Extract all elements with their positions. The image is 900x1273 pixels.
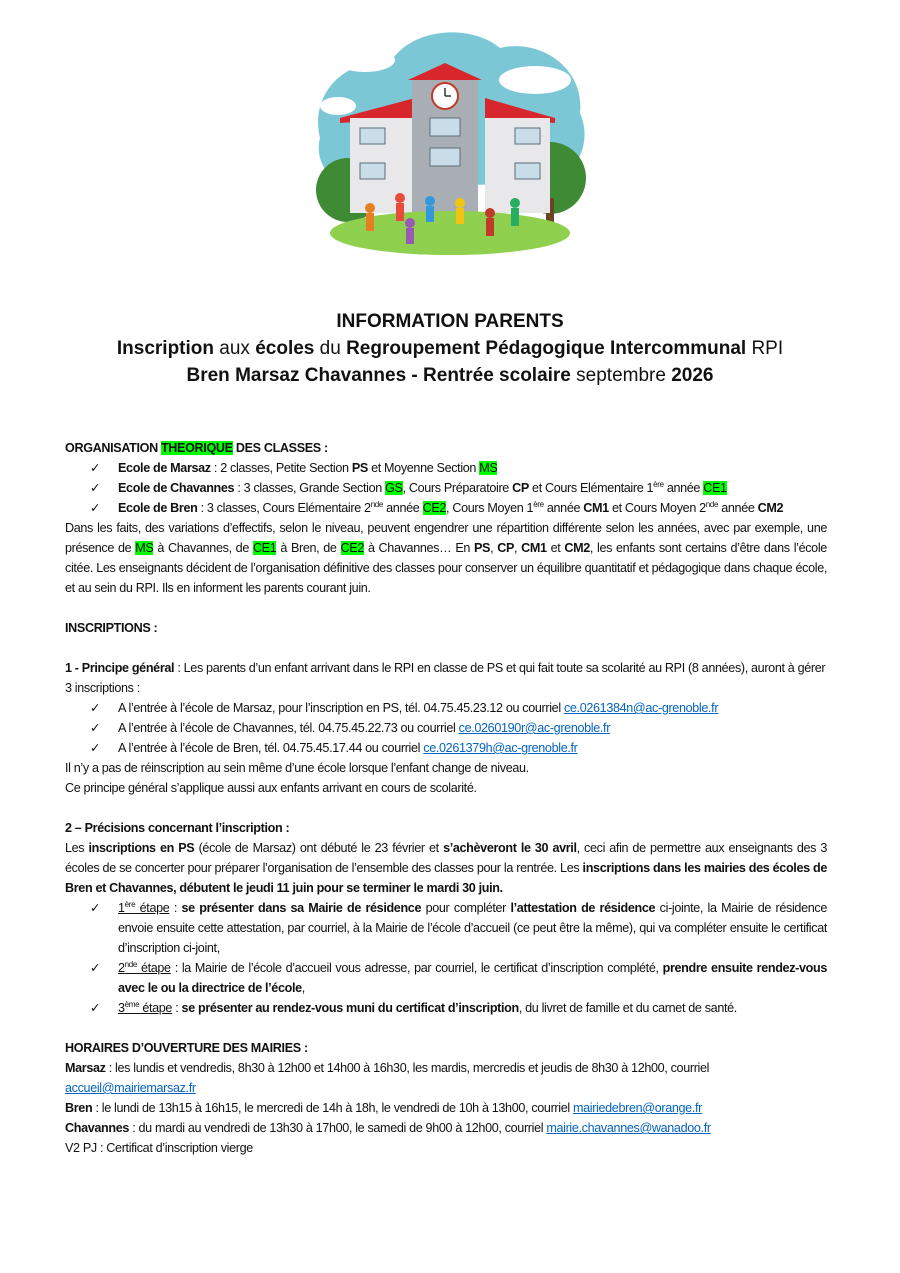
steps-list xyxy=(65,898,827,1018)
title-inscription-line: Inscription aux écoles du Regroupement Pédagogique Intercommunal RPI xyxy=(116,338,784,359)
principe-general-paragraph: 1 - Principe général : Les parents d’un enfant arrivant dans le RPI en classe de PS et qui fait toute sa scolarité au RPI (8 années), auront à gérer 3 inscriptions : xyxy=(65,661,826,695)
email-link-mairie-chavannes[interactable]: mairie.chavannes@wanadoo.fr xyxy=(546,1121,711,1135)
horaires-marsaz: Marsaz : les lundis et vendredis, 8h30 à 12h00 et 14h00 à 16h30, les mardis, mercredis et jeudis de 8h30 à 12h00, courriel accueil@mairiemarsaz.fr xyxy=(65,1061,710,1095)
principe-note: Ce principe général s’applique aussi aux enfants arrivant en cours de scolarité. xyxy=(65,781,477,795)
check-icon: ✓ xyxy=(90,961,101,975)
list-item-bren: ✓ Ecole de Bren : 3 classes, Cours Elémentaire 2nde année CE2, Cours Moyen 1ère année CM1 et Cours Moyen 2nde année CM2 xyxy=(65,498,827,518)
step-2: ✓ 2nde étape : la Mairie de l’école d’accueil vous adresse, par courriel, le certificat d’inscription complété, prendre ensuite rendez-vous avec le ou la directrice de l’école, xyxy=(90,960,827,995)
organisation-heading: ORGANISATION THEORIQUE DES CLASSES : xyxy=(65,441,328,455)
reinscription-note: Il n’y a pas de réinscription au sein même d’une école lorsque l’enfant change de niveau. xyxy=(65,761,529,775)
document-title-block xyxy=(0,308,900,389)
school-building-icon xyxy=(300,18,600,263)
organisation-list xyxy=(65,458,827,518)
list-item-chavannes: ✓ Ecole de Chavannes : 3 classes, Grande Section GS, Cours Préparatoire CP et Cours Elémentaire 1ère année CE1 xyxy=(65,478,827,498)
email-link-mairie-bren[interactable]: mairiedebren@orange.fr xyxy=(572,1101,702,1115)
email-link-mairie-marsaz[interactable]: accueil@mairiemarsaz.fr xyxy=(65,1081,196,1095)
horaires-bren: Bren : le lundi de 13h15 à 16h15, le mercredi de 14h à 18h, le vendredi de 10h à 13h00, courriel mairiedebren@orange.fr xyxy=(65,1101,702,1115)
horaires-chavannes: Chavannes : du mardi au vendredi de 13h30 à 17h00, le samedi de 9h00 à 12h00, courriel mairie.chavannes@wanadoo.fr xyxy=(65,1121,711,1135)
check-icon: ✓ xyxy=(90,481,101,495)
check-icon: ✓ xyxy=(90,1001,101,1015)
document-body xyxy=(65,438,827,1158)
check-icon: ✓ xyxy=(90,721,101,735)
check-icon: ✓ xyxy=(90,501,101,515)
inscriptions-heading: INSCRIPTIONS : xyxy=(65,621,158,635)
school-illustration xyxy=(300,18,600,263)
contact-chavannes: ✓ A l’entrée à l’école de Chavannes, tél. 04.75.45.22.73 ou courriel ce.0260190r@ac-grenoble.fr xyxy=(65,718,827,738)
check-icon: ✓ xyxy=(90,461,101,475)
contact-bren: ✓ A l’entrée à l’école de Bren, tél. 04.75.45.17.44 ou courriel ce.0261379h@ac-grenoble.fr xyxy=(65,738,827,758)
attachment-note: V2 PJ : Certificat d’inscription vierge xyxy=(65,1141,253,1155)
contact-marsaz: ✓ A l’entrée à l’école de Marsaz, pour l’inscription en PS, tél. 04.75.45.23.12 ou courriel ce.0261384n@ac-grenoble.fr xyxy=(65,698,827,718)
step-1: ✓ 1ère étape : se présenter dans sa Mairie de résidence pour compléter l’attestation de résidence ci-jointe, la Mairie de résidence envoie ensuite cette attestation, par courriel, à la Mairie de l’école d’accueil (ce peut être la même), qui va compléter ensuite le certificat d’inscription ci-joint, xyxy=(90,900,827,955)
horaires-heading: HORAIRES D’OUVERTURE DES MAIRIES : xyxy=(65,1041,308,1055)
title-rentree-line: Bren Marsaz Chavannes - Rentrée scolaire septembre 2026 xyxy=(186,365,714,386)
step-3: ✓ 3ème étape : se présenter au rendez-vous muni du certificat d’inscription, du livret de famille et du carnet de santé. xyxy=(65,998,827,1018)
organisation-paragraph: Dans les faits, des variations d’effectifs, selon le niveau, peuvent engendrer une répartition différente selon les années, avec par exemple, une présence de MS à Chavannes, de CE1 à Bren, de CE2 à Chavannes… En PS, CP, CM1 et CM2, les enfants sont certains d’être dans l’école citée. Les enseignants décident de l’organisation définitive des classes pour conserver un équilibre quantitatif et pédagogique dans chaque école, et au sein du RPI. Ils en informent les parents courant juin. xyxy=(65,521,827,595)
check-icon: ✓ xyxy=(90,901,101,915)
email-link-marsaz-school[interactable]: ce.0261384n@ac-grenoble.fr xyxy=(563,701,719,715)
email-link-bren-school[interactable]: ce.0261379h@ac-grenoble.fr xyxy=(423,741,578,755)
precisions-paragraph: Les inscriptions en PS (école de Marsaz) ont débuté le 23 février et s’achèveront le 30 avril, ceci afin de permettre aux enseignants des 3 écoles de se concerter pour préparer l’organisation de l’ensemble des classes pour la rentrée. Les inscriptions dans les mairies des écoles de Bren et Chavannes, débutent le jeudi 11 juin pour se terminer le mardi 30 juin. xyxy=(65,841,827,895)
email-link-chavannes-school[interactable]: ce.0260190r@ac-grenoble.fr xyxy=(458,721,611,735)
list-item-marsaz: ✓ Ecole de Marsaz : 2 classes, Petite Section PS et Moyenne Section MS xyxy=(65,458,827,478)
title-information-parents: INFORMATION PARENTS xyxy=(336,311,564,332)
precisions-heading: 2 – Précisions concernant l’inscription : xyxy=(65,821,290,835)
inscription-contacts-list xyxy=(65,698,827,758)
check-icon: ✓ xyxy=(90,701,101,715)
check-icon: ✓ xyxy=(90,741,101,755)
